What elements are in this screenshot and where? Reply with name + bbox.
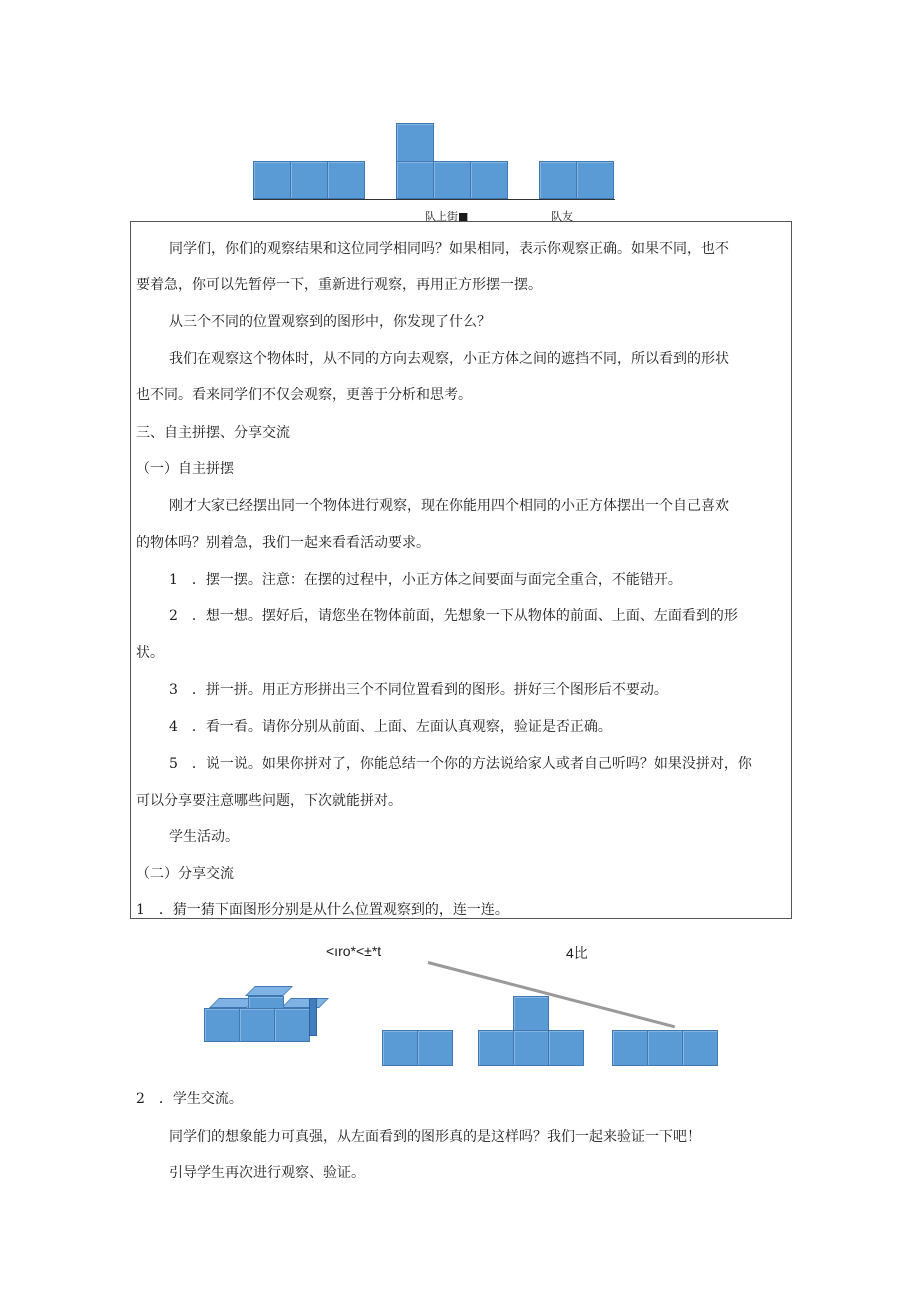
cube-top-face xyxy=(281,998,329,1008)
paragraph-line: 同学们的想象能力可真强，从左面看到的图形真的是这样吗？我们一起来验证一下吧！ xyxy=(169,1129,701,1145)
paragraph-line: 也不同。看来同学们不仅会观察，更善于分析和思考。 xyxy=(136,387,472,403)
paragraph-line: 学生活动。 xyxy=(169,829,239,845)
cube-square xyxy=(478,1030,514,1066)
question-line: 2 ．学生交流。 xyxy=(136,1091,243,1107)
cube-square xyxy=(576,161,614,199)
figure-baseline xyxy=(253,199,615,200)
cube-square xyxy=(290,161,328,199)
cube-square xyxy=(327,161,365,199)
list-item: 1 ．摆一摆。注意：在摆的过程中，小正方体之间要面与面完全重合，不能错开。 xyxy=(169,572,682,588)
subsection-heading: （二）分享交流 xyxy=(136,866,234,882)
cube-square xyxy=(239,1008,275,1042)
cube-square xyxy=(513,1030,549,1066)
cube-square xyxy=(417,1030,453,1066)
paragraph-line: 引导学生再次进行观察、验证。 xyxy=(169,1165,365,1181)
list-item: 4 ．看一看。请你分别从前面、上面、左面认真观察，验证是否正确。 xyxy=(169,719,612,735)
cube-square xyxy=(253,161,291,199)
paragraph-line: 我们在观察这个物体时，从不同的方向去观察，小正方体之间的遮挡不同，所以看到的形状 xyxy=(169,351,729,367)
cube-square xyxy=(274,1008,310,1042)
caption-top-view: 队上街■ xyxy=(425,210,469,223)
cube-square xyxy=(470,161,508,199)
label-garbled-left: <ıro*<±*t xyxy=(326,943,382,959)
list-item-cont: 状。 xyxy=(136,645,164,661)
cube-square xyxy=(647,1030,683,1066)
list-item: 5 ．说一说。如果你拼对了，你能总结一个你的方法说给家人或者自己听吗？如果没拼对，你 xyxy=(169,756,752,772)
cube-square xyxy=(513,996,549,1031)
cube-square xyxy=(204,1008,240,1042)
cube-square xyxy=(433,161,471,199)
list-item: 3 ．拼一拼。用正方形拼出三个不同位置看到的图形。拼好三个图形后不要动。 xyxy=(169,682,668,698)
connector-line xyxy=(428,961,676,1028)
cube-square xyxy=(539,161,577,199)
cube-square xyxy=(682,1030,718,1066)
cube-square xyxy=(382,1030,418,1066)
cube-square xyxy=(396,123,434,162)
paragraph-line: 同学们，你们的观察结果和这位同学相同吗？如果相同，表示你观察正确。如果不同，也不 xyxy=(169,241,729,257)
label-garbled-right: 4比 xyxy=(566,945,588,961)
cube-side-face xyxy=(309,998,317,1036)
subsection-heading: （一）自主拼摆 xyxy=(136,461,234,477)
cube-top-face xyxy=(245,986,293,996)
paragraph-line: 刚才大家已经摆出同一个物体进行观察，现在你能用四个相同的小正方体摆出一个自己喜欢 xyxy=(169,498,729,514)
paragraph-line: 从三个不同的位置观察到的图形中，你发现了什么？ xyxy=(169,314,491,330)
paragraph-line: 要着急，你可以先暂停一下，重新进行观察，再用正方形摆一摆。 xyxy=(136,277,542,293)
question-line: 1 ．猜一猜下面图形分别是从什么位置观察到的，连一连。 xyxy=(136,902,509,918)
cube-square xyxy=(548,1030,584,1066)
list-item: 2 ．想一想。摆好后，请您坐在物体前面，先想象一下从物体的前面、上面、左面看到的形 xyxy=(169,608,738,624)
paragraph-line: 的物体吗？别着急，我们一起来看看活动要求。 xyxy=(136,535,430,551)
section-heading: 三、自主拼摆、分享交流 xyxy=(136,425,290,441)
cube-square xyxy=(612,1030,648,1066)
cube-square xyxy=(396,161,434,199)
list-item-cont: 可以分享要注意哪些问题，下次就能拼对。 xyxy=(136,793,402,809)
caption-left-view: 队友 xyxy=(551,210,573,223)
